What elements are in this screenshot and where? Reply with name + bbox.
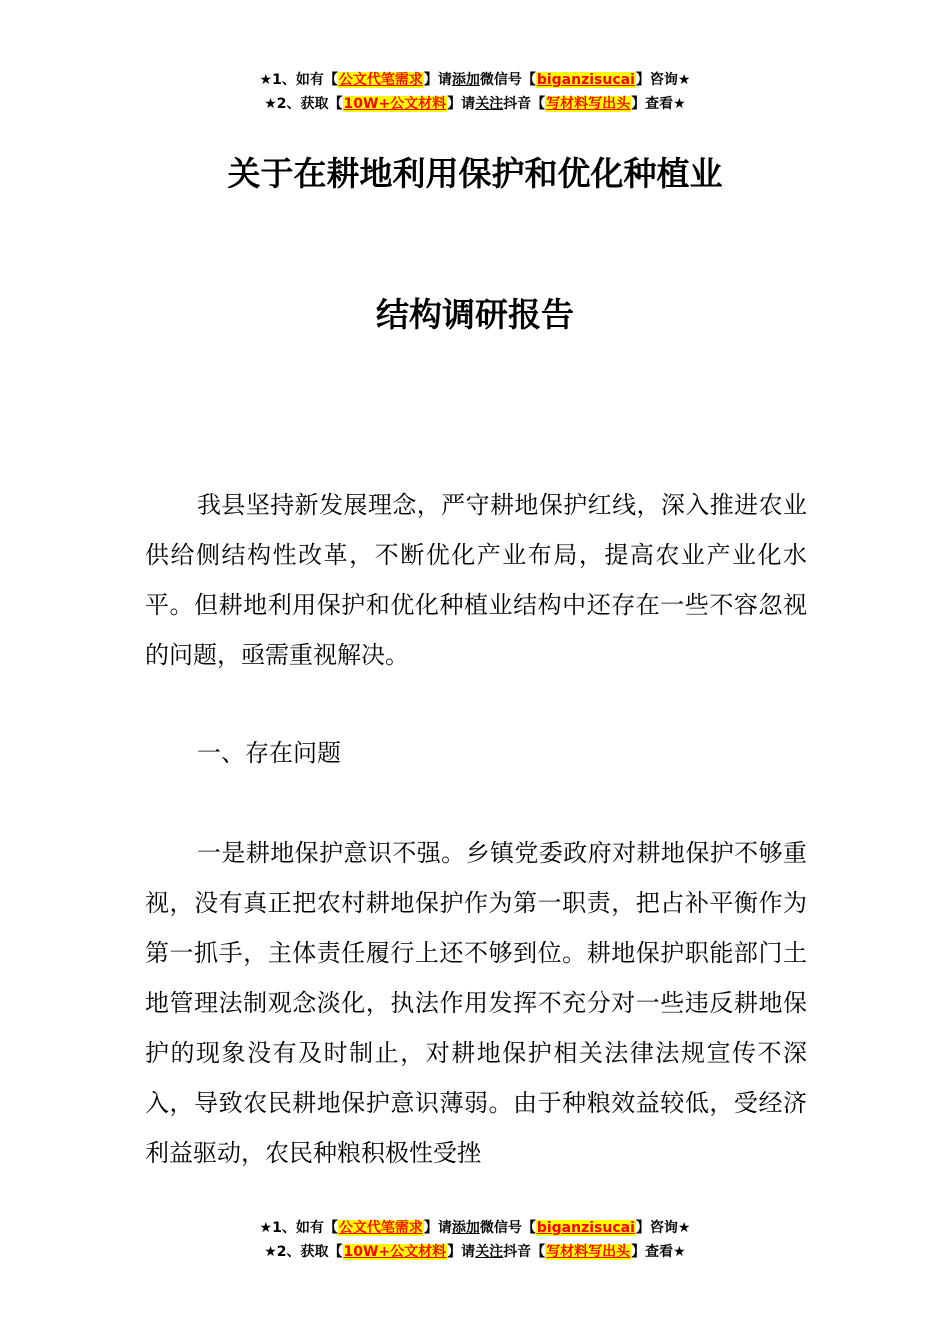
banner-text: 抖音【 [503, 96, 546, 112]
banner-text: 抖音【 [503, 1244, 546, 1260]
banner-underlined-text: 关注 [475, 1244, 504, 1260]
document-title-line-2: 结构调研报告 [376, 295, 574, 334]
banner-text: 微信号【 [479, 1220, 536, 1236]
banner-text: ★2、获取【 [264, 1244, 343, 1260]
banner-text: 】咨询★ [635, 1220, 691, 1236]
document-title-line-1: 关于在耕地利用保护和优化种植业 [227, 154, 723, 193]
footer-banner-line-1 [0, 1216, 950, 1240]
banner-underlined-text: 添加 [451, 72, 480, 88]
section-heading: 一、存在问题 [197, 739, 341, 767]
banner-highlight: 10W+公文材料 [343, 96, 447, 112]
banner-text: 】请 [447, 1244, 476, 1260]
header-banner-line-2 [0, 92, 950, 116]
banner-highlight: 写材料写出头 [546, 1244, 631, 1260]
banner-highlight: biganzisucai [536, 72, 635, 88]
banner-underlined-text: 添加 [451, 1220, 480, 1236]
banner-text: ★1、如有【 [259, 1220, 338, 1236]
banner-text: 】请 [423, 1220, 452, 1236]
banner-highlight: biganzisucai [536, 1220, 635, 1236]
banner-text: 】查看★ [631, 96, 686, 112]
header-banner-line-1 [0, 68, 950, 92]
intro-paragraph: 我县坚持新发展理念，严守耕地保护红线，深入推进农业供给侧结构性改革，不断优化产业布局，提高农业产业化水平。但耕地利用保护和优化种植业结构中还存在一些不容忽视的问题，亟需重视解决。 [145, 491, 807, 669]
banner-highlight: 10W+公文材料 [343, 1244, 447, 1260]
banner-text: 微信号【 [479, 72, 536, 88]
body-paragraph: 一是耕地保护意识不强。乡镇党委政府对耕地保护不够重视，没有真正把农村耕地保护作为第一职责，把占补平衡作为第一抓手，主体责任履行上还不够到位。耕地保护职能部门土地管理法制观念淡化，执法作用发挥不充分对一些违反耕地保护的现象没有及时制止，对耕地保护相关法律法规宣传不深入，导致农民耕地保护意识薄弱。由于种粮效益较低，受经济利益驱动，农民种粮积极性受挫 [145, 839, 807, 1167]
banner-text: 】请 [447, 96, 476, 112]
banner-highlight: 公文代笔需求 [338, 72, 423, 88]
banner-text: 】请 [423, 72, 452, 88]
banner-text: 】咨询★ [635, 72, 691, 88]
banner-highlight: 写材料写出头 [546, 96, 631, 112]
footer-banner [0, 1216, 950, 1264]
banner-text: ★1、如有【 [259, 72, 338, 88]
banner-text: ★2、获取【 [264, 96, 343, 112]
banner-underlined-text: 关注 [475, 96, 504, 112]
banner-text: 】查看★ [631, 1244, 686, 1260]
header-banner [0, 68, 950, 116]
footer-banner-line-2 [0, 1240, 950, 1264]
banner-highlight: 公文代笔需求 [338, 1220, 423, 1236]
